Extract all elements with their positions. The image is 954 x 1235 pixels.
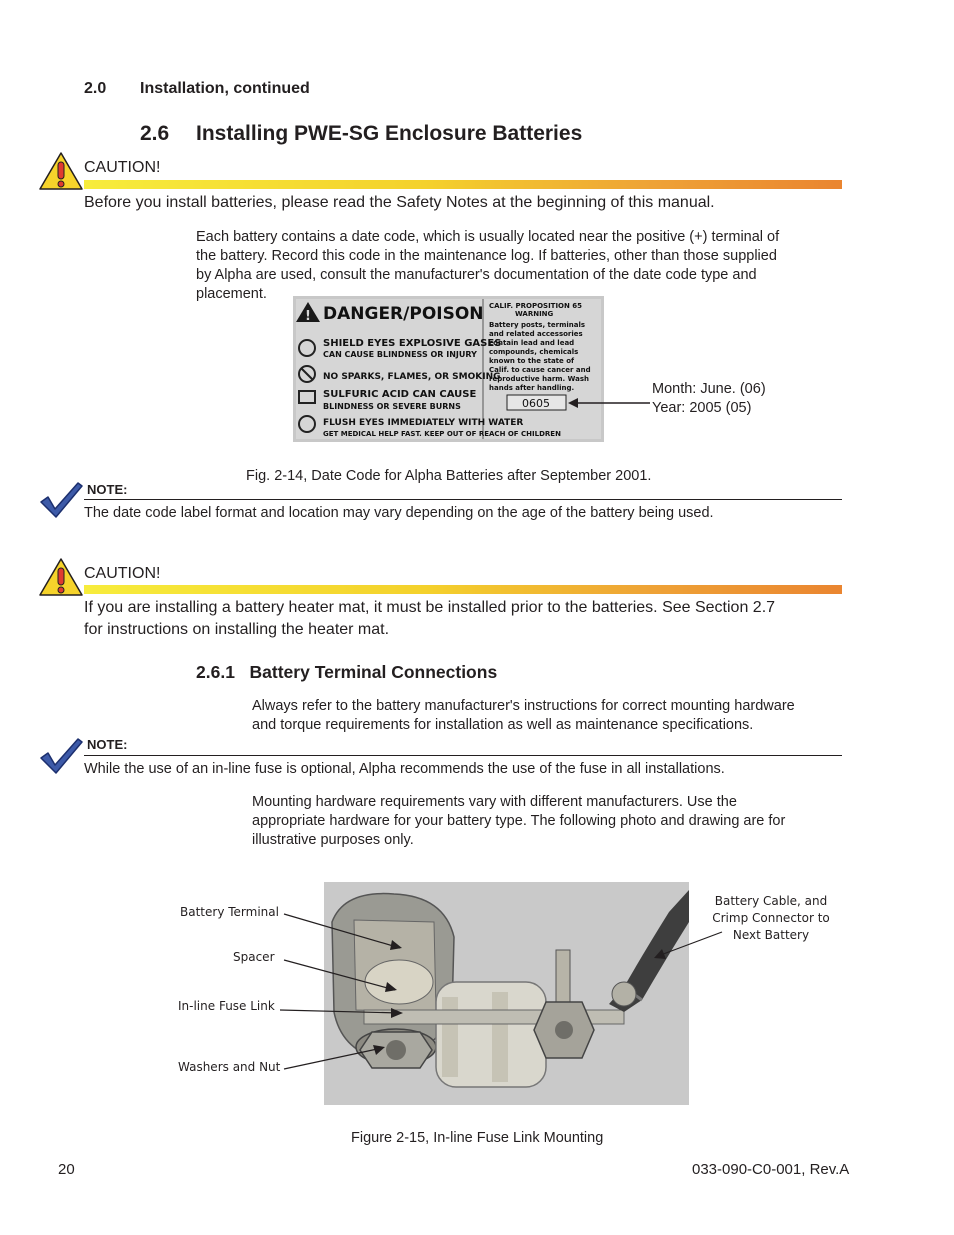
section-number: 2.0 [84,80,107,97]
label-line: Battery Cable, and [714,894,828,908]
heading-number: 2.6 [140,122,170,145]
note-rule [84,755,842,756]
paragraph-line: the battery. Record this code in the maintenance log. If batteries, other than those supplied [196,248,777,264]
subsection-heading [196,662,497,683]
paragraph-line: by Alpha are used, consult the manufacturer's documentation of the date code type and [196,267,757,283]
calif-line: contain lead and lead [489,339,575,347]
note-text: The date code label format and location may vary depending on the age of the battery being used. [84,505,714,521]
note-rule [84,499,842,500]
heading-title: Installing PWE-SG Enclosure Batteries [196,122,583,145]
paragraph-line: placement. [196,286,267,302]
date-code-callout [652,380,766,418]
paragraph-line: appropriate hardware for your battery type. The following photo and drawing are for [252,813,786,829]
section-title: Installation, continued [140,80,310,97]
calif-line: CALIF. PROPOSITION 65 [489,302,583,310]
page-title [140,122,582,146]
calif-line: compounds, chemicals [489,348,579,356]
calif-line: hands after handling. [489,384,575,392]
caution-line: for instructions on installing the heater mat. [84,621,390,638]
label-line: SULFURIC ACID CAN CAUSE [323,389,477,400]
subheading-title: Battery Terminal Connections [249,662,498,682]
caution-text [84,597,775,641]
callout-year: Year: 2005 (05) [652,400,752,416]
label-inline-fuse-link: In-line Fuse Link [178,999,275,1013]
label-line: Crimp Connector to [712,911,830,925]
note-label: NOTE: [87,482,128,497]
paragraph-line: Always refer to the battery manufacturer's instructions for correct mounting hardware [252,698,795,714]
label-line: GET MEDICAL HELP FAST. KEEP OUT OF REACH OF CHILDREN [323,430,561,438]
subheading-number: 2.6.1 [196,662,235,682]
calif-line: WARNING [515,310,554,318]
caution-warning-icon [38,557,84,597]
battery-date-code-label-image [293,296,604,442]
label-spacer: Spacer [233,950,275,964]
figure-2-14-caption: Fig. 2-14, Date Code for Alpha Batteries after September 2001. [246,468,652,484]
label-line: BLINDNESS OR SEVERE BURNS [323,402,461,411]
caution-text: Before you install batteries, please read the Safety Notes at the beginning of this manual. [84,194,715,211]
photo-callout-lines [270,880,750,1090]
page-number: 20 [58,1161,75,1178]
figure-2-15-caption: Figure 2-15, In-line Fuse Link Mounting [351,1130,604,1146]
caution-line: If you are installing a battery heater mat, it must be installed prior to the batteries. See Section 2.7 [84,599,776,616]
paragraph-line: Each battery contains a date code, which is usually located near the positive (+) terminal of [196,229,780,245]
label-battery-cable [700,893,842,944]
svg-text:!: ! [305,309,311,324]
note-label: NOTE: [87,737,128,752]
label-line: SHIELD EYES EXPLOSIVE GASES [323,338,502,349]
note-text: While the use of an in-line fuse is optional, Alpha recommends the use of the fuse in all installations. [84,761,725,777]
paragraph-line: illustrative purposes only. [252,832,414,848]
callout-month: Month: June. (06) [652,381,766,397]
label-line: CAN CAUSE BLINDNESS OR INJURY [323,350,477,359]
callout-arrow [560,394,660,414]
note-checkmark-icon [38,736,84,776]
calif-line: and related accessories [489,330,583,338]
label-line: FLUSH EYES IMMEDIATELY WITH WATER [323,418,524,428]
label-battery-terminal: Battery Terminal [180,905,279,919]
label-line: NO SPARKS, FLAMES, OR SMOKING [323,372,501,382]
date-code-paragraph [196,228,836,304]
mounting-paragraph [252,793,785,850]
caution-warning-icon [38,151,84,191]
paragraph-line: Mounting hardware requirements vary with different manufacturers. Use the [252,794,737,810]
paragraph-line: and torque requirements for installation as well as maintenance specifications. [252,717,754,733]
calif-line: Calif. to cause cancer and [489,366,591,374]
calif-line: reproductive harm. Wash [489,375,590,383]
section-header [84,80,310,98]
calif-line: Battery posts, terminals [489,321,586,329]
danger-title: DANGER/POISON [323,304,484,324]
calif-line: known to the state of [489,357,575,365]
document-number: 033-090-C0-001, Rev.A [692,1161,850,1178]
terminal-paragraph [252,697,795,735]
caution-label: CAUTION! [84,159,161,176]
caution-bar [84,585,842,594]
label-line: Next Battery [732,928,810,942]
caution-bar [84,180,842,189]
caution-label: CAUTION! [84,565,161,582]
label-washers-and-nut: Washers and Nut [178,1060,281,1074]
note-checkmark-icon [38,480,84,520]
date-code-value: 0605 [522,397,550,410]
